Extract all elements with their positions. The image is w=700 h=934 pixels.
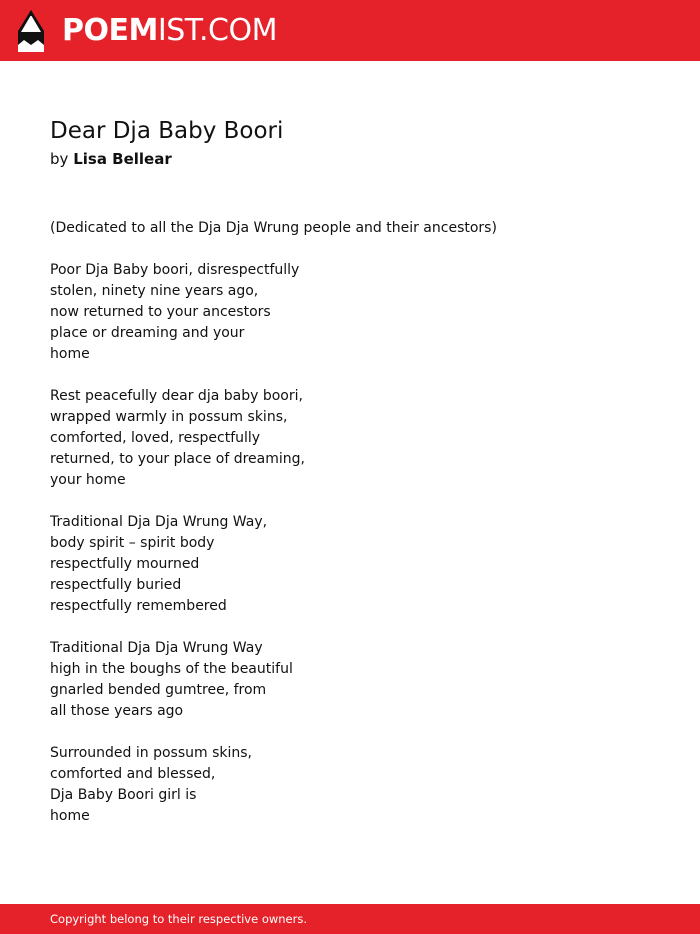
poem-line: Dja Baby Boori girl is — [50, 787, 197, 803]
byline — [50, 148, 172, 170]
poem-line: Surrounded in possum skins, — [50, 745, 252, 761]
site-logo[interactable] — [16, 8, 277, 54]
poem-stanza — [50, 386, 650, 491]
poem-line: stolen, ninety nine years ago, — [50, 283, 259, 299]
poem-line: Rest peacefully dear dja baby boori, — [50, 388, 303, 404]
author-name: Lisa Bellear — [73, 150, 172, 168]
poem-line: Traditional Dja Dja Wrung Way — [50, 640, 263, 656]
poem-line: place or dreaming and your — [50, 325, 245, 341]
poem-stanza — [50, 260, 650, 365]
poem-line: high in the boughs of the beautiful — [50, 661, 293, 677]
brand-name-bold: POEM — [62, 13, 158, 48]
poem-stanza — [50, 638, 650, 722]
pencil-icon — [16, 9, 46, 53]
poem-line: Traditional Dja Dja Wrung Way, — [50, 514, 268, 530]
poem-line: body spirit – spirit body — [50, 535, 215, 551]
copyright-text: Copyright belong to their respective owners. — [50, 912, 308, 926]
poem-line: Poor Dja Baby boori, disrespectfully — [50, 262, 300, 278]
poem-line: gnarled bended gumtree, from — [50, 682, 267, 698]
poem-line: home — [50, 808, 90, 824]
brand-name — [62, 8, 277, 54]
poem-line: wrapped warmly in possum skins, — [50, 409, 288, 425]
poem-stanza — [50, 743, 650, 827]
poem-line: comforted and blessed, — [50, 766, 216, 782]
poem-line: (Dedicated to all the Dja Dja Wrung people and their ancestors) — [50, 220, 497, 236]
poem-stanza — [50, 218, 650, 239]
poem-line: now returned to your ancestors — [50, 304, 271, 320]
poem-body — [50, 218, 650, 848]
by-label: by — [50, 150, 69, 168]
poem-line: all those years ago — [50, 703, 184, 719]
poem-line: comforted, loved, respectfully — [50, 430, 261, 446]
site-header — [0, 0, 700, 61]
poem-line: respectfully mourned — [50, 556, 200, 572]
site-footer — [0, 904, 700, 934]
poem-line: your home — [50, 472, 126, 488]
poem-line: respectfully buried — [50, 577, 182, 593]
poem-line: returned, to your place of dreaming, — [50, 451, 305, 467]
brand-name-light: IST.COM — [157, 13, 277, 48]
poem-line: home — [50, 346, 90, 362]
poem-line: respectfully remembered — [50, 598, 227, 614]
poem-stanza — [50, 512, 650, 617]
poem-title: Dear Dja Baby Boori — [50, 118, 284, 144]
